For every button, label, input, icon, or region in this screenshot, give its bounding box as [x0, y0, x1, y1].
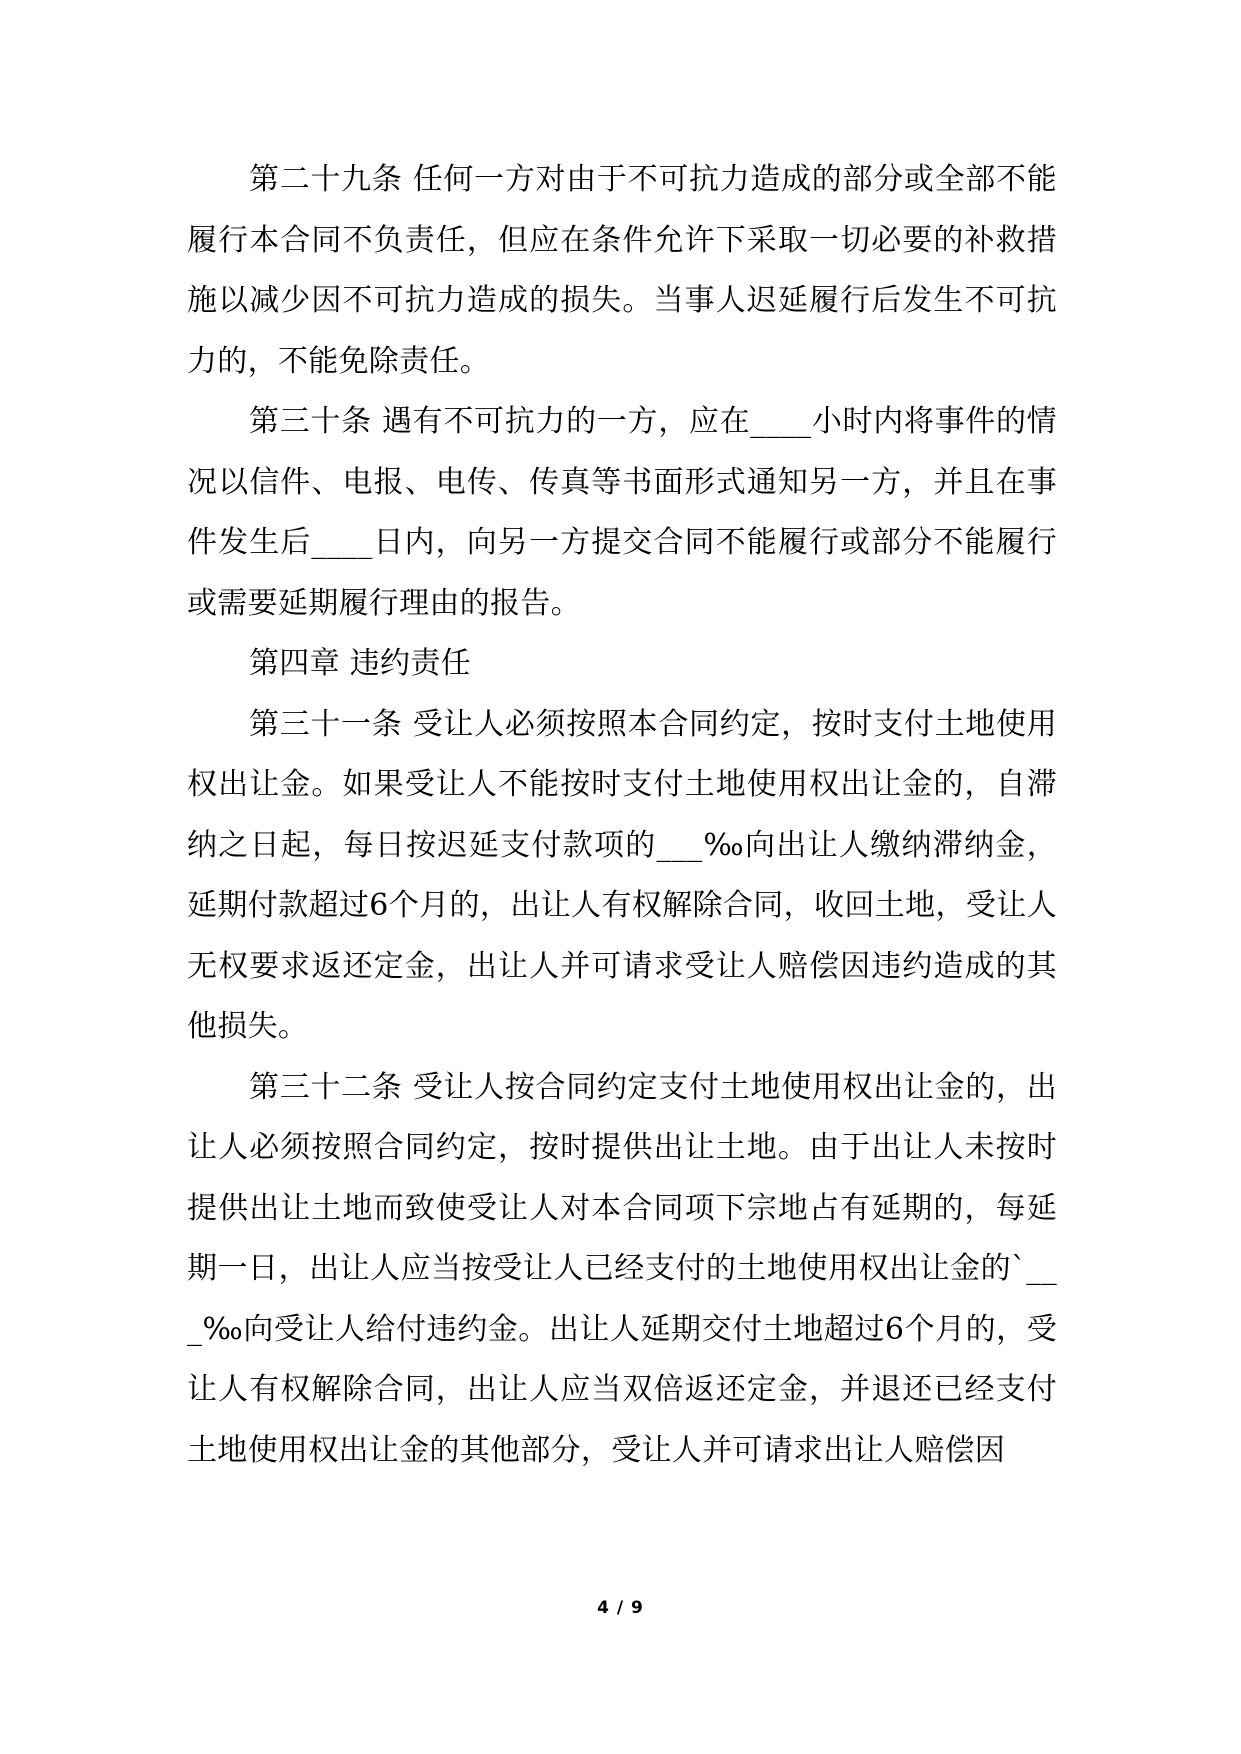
article-32-paragraph: 第三十二条 受让人按合同约定支付土地使用权出让金的，出让人必须按照合同约定，按时提供出让土地。由于出让人未按时提供出让土地而致使受让人对本合同项下宗地占有延期的，每延期一日，出让人应当按受让人已经支付的土地使用权出让金的`___‰向受让人给付违约金。出让人延期交付土地超过6个月的，受让人有权解除合同，出让人应当双倍返还定金，并退还已经支付土地使用权出让金的其他部分，受让人并可请求出让人赔偿因 — [187, 1069, 1057, 1468]
page-number: 4 / 9 — [597, 1598, 644, 1618]
article-31-paragraph: 第三十一条 受让人必须按照本合同约定，按时支付土地使用权出让金。如果受让人不能按时支付土地使用权出让金的，自滞纳之日起，每日按迟延支付款项的___‰向出让人缴纳滞纳金，延期付款超过6个月的，出让人有权解除合同，收回土地，受让人无权要求返还定金，出让人并可请求受让人赔偿因违约造成的其他损失。 — [187, 706, 1057, 1044]
article-29-paragraph: 第二十九条 任何一方对由于不可抗力造成的部分或全部不能履行本合同不负责任，但应在条件允许下采取一切必要的补救措施以减少因不可抗力造成的损失。当事人迟延履行后发生不可抗力的，不能免除责任。 — [187, 162, 1057, 379]
chapter-4-heading: 第四章 违约责任 — [249, 646, 471, 681]
article-30-paragraph: 第三十条 遇有不可抗力的一方，应在____小时内将事件的情况以信件、电报、电传、传真等书面形式通知另一方，并且在事件发生后____日内，向另一方提交合同不能履行或部分不能履行或需要延期履行理由的报告。 — [187, 404, 1057, 621]
document-body — [187, 150, 1057, 1481]
